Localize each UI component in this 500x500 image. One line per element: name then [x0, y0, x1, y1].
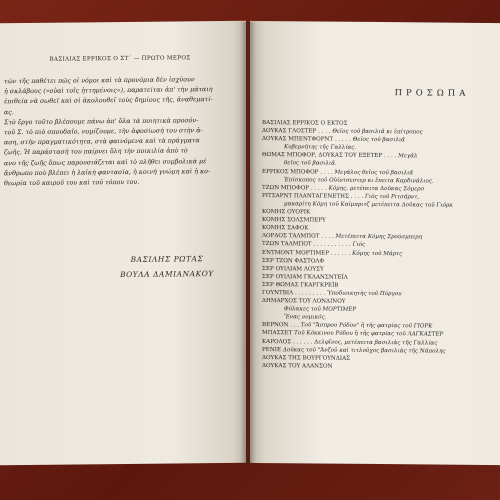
cast-description: θεῖος τοῦ βασιλιᾶ. [284, 160, 337, 168]
cast-description: μακαρίτη Κόμη τοῦ Καίμπριτζ μετέπειτα Δοῦκας τοῦ Γιόρκ [284, 201, 453, 209]
cast-description: Ἐπίσκοπος τοῦ Οὐίντσεστερ κι ἔπειτα Καρδινάλιος. [284, 176, 434, 185]
text-line: Στὸ ἔργο τοῦτο βλέπουμε πάνω ἀπ' ὅλα τὰ ποιητικὰ προσόν- [4, 117, 199, 127]
cast-role: ΔΗΜΑΡΧΟΣ ΤΟΥ ΛΟΝΔΙΝΟΥ [262, 298, 346, 305]
cast-role: ΤΖΩΝ ΤΑΛΜΠΟΤ [262, 241, 312, 248]
text-line: τοῦ Σ. τὸ πιὸ σπουδαῖο, νομίζουμε, τὴν ἀφοσίωσή του στὴν ἀ- [4, 127, 203, 137]
cast-description: . . . . Μεγάλ [383, 153, 418, 160]
cast-description: . . . . Μετέπειτα Κόμης Σρούσμπερη [321, 233, 423, 241]
cast-description: Ἕνας νομικός. [284, 314, 327, 321]
text-line: ζωῆς. Ἡ παράστασή του παίρνει ὅλη τὴν ποικιλία ἀπὸ τὸ [4, 147, 188, 157]
cast-role: ΓΟΥΝΤΒΙΛ [262, 289, 294, 297]
running-head: ΒΑΣΙΛΙΑΣ ΕΡΡΙΚΟΣ Ο ΣΤ΄ — ΠΡΩΤΟ ΜΕΡΟΣ [49, 55, 191, 63]
cast-description: . . . Τοῦ "Ἄσπρου Ρόδου" ἢ τῆς φατρίας τοῦ ΓΙΟΡΚ [290, 322, 433, 330]
text-line: ἡ σκλάβους (»οὐαὶ τοῖς ἡττημένοις«), παρατείται ἀπ' τὴν μάταιη [4, 86, 213, 96]
cast-description: Τοῦ Κόκκινου Ρόδου ἢ τῆς φατρίας τοῦ ΛΑΓΚΑΣΤΕΡ [294, 330, 444, 339]
cast-role: ΕΡΡΙΚΟΣ ΜΠΟΦΟΡ [262, 168, 319, 176]
text-line: ας. [4, 108, 14, 116]
cast-description: Φύλακες τοῦ ΜΟΡΤΙΜΕΡ [284, 306, 357, 313]
cast-list [262, 119, 500, 372]
cast-role: ΒΑΣΙΛΙΑΣ ΕΡΡΙΚΟΣ Ο ΕΚΤΟΣ [262, 120, 348, 127]
cast-role: ΚΟΜΗΣ ΣΟΛΣΜΠΕΡΥ [262, 217, 326, 224]
left-page [0, 21, 246, 466]
cast-role: ΔΟΥΚΑΣ ΓΛΟΣΤΕΡ [262, 128, 317, 135]
text-line: ἐπιθεία νὰ σωθεῖ καὶ σὶ ἀκολουθεῖ τοὺς δημίους τῆς, ἀναθεματί- [4, 96, 213, 106]
right-page [250, 21, 500, 465]
cast-description: . . . . . . . . . . . Γιός [313, 241, 366, 249]
cast-role: ΚΑΡΟΛΟΣ [262, 338, 292, 345]
cast-description: . . . . Γιὸς τοῦ Ριτσάρντ, [350, 193, 420, 201]
cast-role: ΣΕΡ ΟΥΙΛΙΑΜ ΛΟΥΣΥ [262, 265, 324, 273]
cast-description: . . . . . . . . . Ὑποδιοικητὴς τοῦ Πύργου [294, 290, 402, 298]
text-line: τῶν τῆς παθέτει πῶς οἱ νόμοι καὶ τὰ προνόμια δὲν ἰσχύουν [4, 76, 195, 86]
signature-translator-1: ΒΑΣΙΛΗΣ ΡΩΤΑΣ [130, 254, 204, 264]
cast-description: . . . . . Θεῖος τοῦ βασιλιᾶ [334, 136, 405, 144]
cast-role: ΔΟΥΚΑΣ ΤΟΥ ΑΛΑΝΣΟΝ [262, 362, 333, 370]
cast-role: ΡΙΤΣΑΡΝΤ ΠΛΑΝΤΑΓΕΝΕΤΗΣ [262, 192, 349, 200]
cast-role: ΕΝΤΜΟΝΤ ΜΟΡΤΙΜΕΡ [262, 249, 330, 257]
page-title: ΠΡΟΣΩΠΑ [394, 88, 470, 99]
open-book [0, 22, 500, 464]
cast-description: . . . . Μεγάλος θεῖος τοῦ βασιλιᾶ [320, 169, 414, 176]
text-line: ἄνθρωπο ποὺ βλέπει ἡ λαϊκὴ φαντασία, ἡ κοινὴ γνώμη καὶ ἡ κο- [4, 167, 211, 178]
cast-role: ΣΕΡ ΤΖΩΝ ΦΑΣΤΟΛΦ [262, 257, 325, 265]
cast-role: ΜΠΑΣΣΕΤ [262, 330, 293, 337]
cast-role: ΤΖΩΝ ΜΠΟΦΟΡ [262, 184, 310, 192]
cast-description: . . . . . . Δελφῖνος, μετέπειτα βασιλιὰς τῆς Γαλλίας [292, 338, 438, 347]
cast-role: ΚΟΜΗΣ ΣΑΦΟΚ [262, 225, 309, 232]
cast-description: . . . . . Κόμης, μετέπειτα Δοῦκας Σόμερσ [310, 185, 425, 193]
text-line: αση, στὴν πραγματικότητα, στὰ φαινόμενα καὶ τὰ πράγματα [4, 137, 200, 147]
book-gutter [240, 22, 256, 464]
signature-translator-2: ΒΟΥΛΑ ΔΑΜΙΑΝΑΚΟΥ [120, 269, 214, 280]
cast-role: ΣΕΡ ΘΩΜΑΣ ΓΚΑΡΓΚΡΕΪΒ [262, 281, 339, 289]
cast-description: Κυβερνήτης τῆς Γαλλίας. [284, 144, 357, 152]
cast-role: ΒΕΡΝΟΝ [262, 322, 289, 329]
cast-role: ΡΕΝΙΕ [262, 346, 282, 353]
cast-role: ΚΟΜΗΣ ΟΥΟΡΙΚ [262, 209, 311, 216]
afterword-text [4, 75, 236, 190]
cast-row [262, 362, 500, 372]
cast-description: . . . . Θεῖος τοῦ βασιλιᾶ κι ἐπίτροπος [318, 128, 423, 136]
cast-role: ΘΩΜΑΣ ΜΠΟΦΟΡ, ΔΟΥΚΑΣ ΤΟΥ ΕΞΕΤΕΡ [262, 152, 383, 160]
cast-role: ΣΕΡ ΟΥΙΛΙΑΜ ΓΚΛΑΝΣΝΤΕΪΛ [262, 273, 348, 281]
text-line: ανο τῆς ζωῆς ὅπως παρουσιάζεται καὶ τὸ πλῆθει συμβολικὰ μὲ [4, 157, 207, 167]
cast-description: . . . . . . Κόμης τοῦ Μάρτς [330, 250, 403, 257]
cast-role: ΛΟΡΔΟΣ ΤΑΛΜΠΟΤ [262, 233, 320, 240]
text-line: θεωρία τοῦ καιροῦ του καὶ τοῦ τόπου του. [4, 178, 140, 188]
cast-role: ΔΟΥΚΑΣ ΜΠΕΝΤΦΟΡΝΤ [262, 136, 334, 143]
cast-role: ΔΟΥΚΑΣ ΤΗΣ ΒΟΥΡΓΟΥΝΔΙΑΣ [262, 354, 351, 362]
cast-description: Δοῦκας τοῦ "Ἀνζοῦ καὶ τιτλοῦχος βασιλιὰς τῆς Νάπολης [282, 346, 446, 355]
